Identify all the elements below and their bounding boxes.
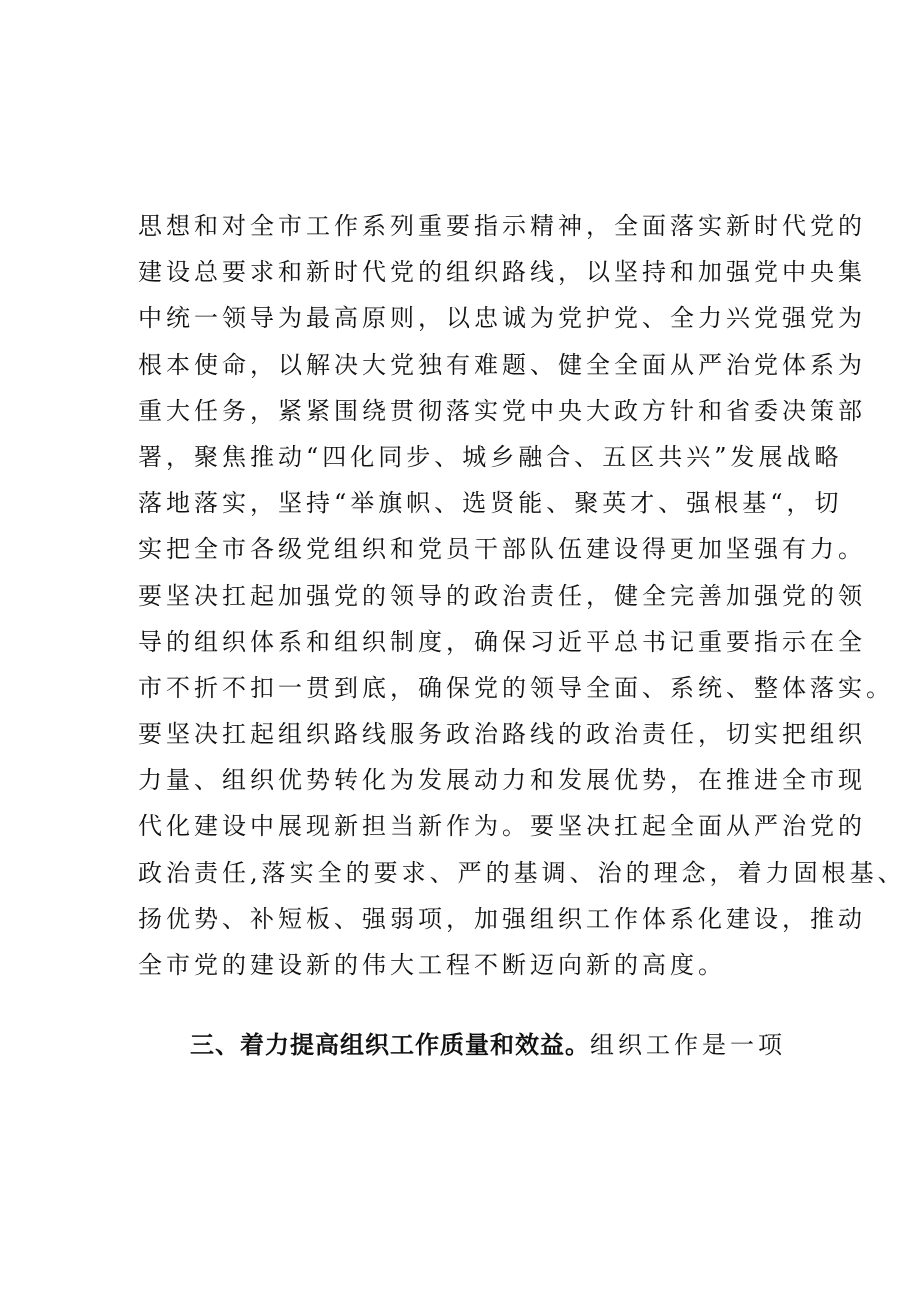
body-paragraph — [138, 203, 906, 988]
text-line: 中统一领导为最高原则，以忠诚为党护党、全力兴党强党为 — [138, 304, 866, 333]
text-line: 根本使命，以解决大党独有难题、健全全面从严治党体系为 — [138, 350, 866, 379]
text-line: 实把全市各级党组织和党员干部队伍建设得更加坚强有力。 — [138, 535, 866, 564]
text-line: 要坚决扛起加强党的领导的政治责任，健全完善加强党的领 — [138, 581, 866, 610]
text-line: 导的组织体系和组织制度，确保习近平总书记重要指示在全 — [138, 627, 866, 656]
section-text: 组织工作是一项 — [590, 1031, 786, 1059]
text-line: 署，聚焦推动“四化同步、城乡融合、五区共兴”发展战略 — [138, 442, 843, 471]
text-line: 建设总要求和新时代党的组织路线，以坚持和加强党中央集 — [138, 258, 866, 287]
text-line: 全市党的建设新的伟大工程不断迈向新的高度。 — [138, 951, 726, 979]
section-paragraph — [138, 1022, 808, 1068]
text-line: 重大任务，紧紧围绕贯彻落实党中央大政方针和省委决策部 — [138, 396, 866, 425]
text-line: 政治责任,落实全的要求、严的基调、治的理念，着力固根基、 — [138, 858, 906, 887]
text-line: 力量、组织优势转化为发展动力和发展优势，在推进全市现 — [138, 766, 866, 795]
section-heading: 三、着力提高组织工作质量和效益。 — [190, 1031, 590, 1059]
text-line: 要坚决扛起组织路线服务政治路线的政治责任，切实把组织 — [138, 720, 866, 749]
text-line: 市不折不扣一贯到底，确保党的领导全面、系统、整体落实。 — [138, 673, 894, 702]
text-line: 思想和对全市工作系列重要指示精神，全面落实新时代党的 — [138, 212, 866, 240]
text-line: 落地落实，坚持“举旗帜、选贤能、聚英才、强根基“，切 — [138, 489, 843, 518]
text-line: 代化建设中展现新担当新作为。要坚决扛起全面从严治党的 — [138, 812, 866, 841]
text-line: 扬优势、补短板、强弱项，加强组织工作体系化建设，推动 — [138, 904, 866, 933]
